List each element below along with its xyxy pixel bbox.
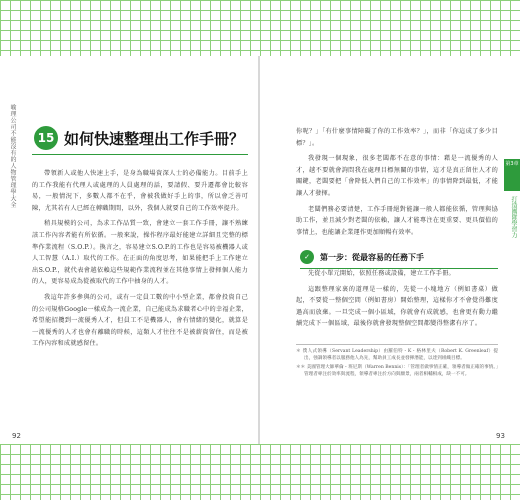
paragraph: 我這年許多參與的公司，或有一定員工數的中小型企業，都會投資自己的公司規格Google一樣成為一流企業，自己能成為求職者心中的幸福企業，希望能招攬到一流優秀人才，但員工不是機器人，會有情緒的變化，就算是一流優秀的人才也會有離職的時候，這類人才往往不是被薪資留住，而是被工作內容和成就感留住。 [32, 293, 248, 348]
footnotes [296, 344, 498, 395]
paragraph: 帶領新人或他人快速上手，是身為職場資深人士的必備能力。目前手上的工作我能有代理人或處理的人員處理的話，要請假、要升遷都會比較容易，一般情況下，多數人都不在乎，會被我做好手上的事，所以會乏善可陳，尤其若有人已經在轉職期間，以外，我個人就要自己的工作效率提升。 [32, 170, 248, 212]
title-divider [32, 154, 248, 155]
page-number-left: 92 [12, 432, 21, 440]
page-number-right: 93 [496, 432, 505, 440]
left-body-text [32, 168, 248, 354]
paragraph: 這跟整理家裏的道理是一樣的，先從一小塊地方（例如書桌）做起，不要從一整個空間（例如書房）開始整理，這樣你才不會覺得難度過高而放棄。一旦完成一個小區域，你就會有成就感，也會更有動力繼續完成下一個區域，最後你就會發現整個空間都變得整潔有序了。 [296, 285, 498, 328]
chapter-tab: 第3章 [504, 159, 520, 191]
chapter-heading [34, 126, 244, 150]
paragraph: 你呢？」「有什麼事情障礙了你的工作效率？」，而非「你這成了多少目標？」。 [296, 128, 498, 147]
right-body-text-bottom [296, 268, 498, 334]
step-heading [300, 250, 424, 264]
left-page [0, 56, 258, 444]
step-divider [300, 268, 498, 269]
paragraph: 先從小單元開始，依照任務或設備，建立工作手冊。 [308, 270, 455, 277]
paragraph: 稍具規模的公司，為求工作品質一致，會建立一套工作手冊，讓不熟練該工作內容者能有所依循。一般來說，操作程序最好能建立詳細且完整的標準作業流程（S.O.P.）。換言之，容易建立S.O.P.的工作也是容易被機器人或人工智慧（A.I.）取代的工作。在正面的角度思考，如果能把手上工作建立出S.O.P.，就代表會越依賴這些規範作業流程並在其他事情上發揮個人能力的人，更容易成為從被取代的工作中抽身的人才。 [32, 220, 248, 286]
footnote: ＊ 僕人式領導（Servant Leadership）由羅伯特・K・格林里夫（Robert K. Greenleaf）提出，強調領導者以服務他人為先，幫助員工成長並發揮潛能，以達到組織目標。 [296, 349, 498, 361]
right-body-text-top [296, 126, 498, 242]
grid-band-top [0, 0, 520, 56]
paragraph: 我發現一個現象，很多老闆都不在意的事情：藉是一流優秀的人才，越不要就會詢問我在處理目標無關的事情，這才是真正留住人才的關鍵，老闆要把「會降低人們自己的工作效率」的事情降到最低，才能讓人才發揮。 [296, 155, 498, 197]
footnote: ＊＊ 美國管理大師華倫・班尼斯（Warren Bennis）：「管理者做事情正確，領導者做正確的事情。」管理者專注於效率與流程，領導者專注於方向與願景，兩者相輔相成，缺一不可。 [296, 365, 498, 377]
chapter-number-badge: 15 [34, 126, 58, 150]
check-icon: ✓ [300, 250, 314, 264]
step-heading-text: 第一步：從最容易的任務下手 [320, 252, 424, 262]
paragraph: 老闆們務必要清楚，工作手冊絕對能讓一般人都能依循，管理與協助工作，並且減少對老闆的依賴，讓人才能專注在更重要、更具價值的事情上，也能讓企業運作更加順暢有效率。 [296, 205, 498, 236]
grid-band-bottom [0, 444, 520, 500]
running-head: 喻理公司不能沒有的人物管理學大全 [9, 104, 16, 208]
chapter-side-label: 打造團隊學習力 [510, 196, 517, 238]
chapter-title: 如何快速整理出工作手冊？ [64, 129, 245, 148]
